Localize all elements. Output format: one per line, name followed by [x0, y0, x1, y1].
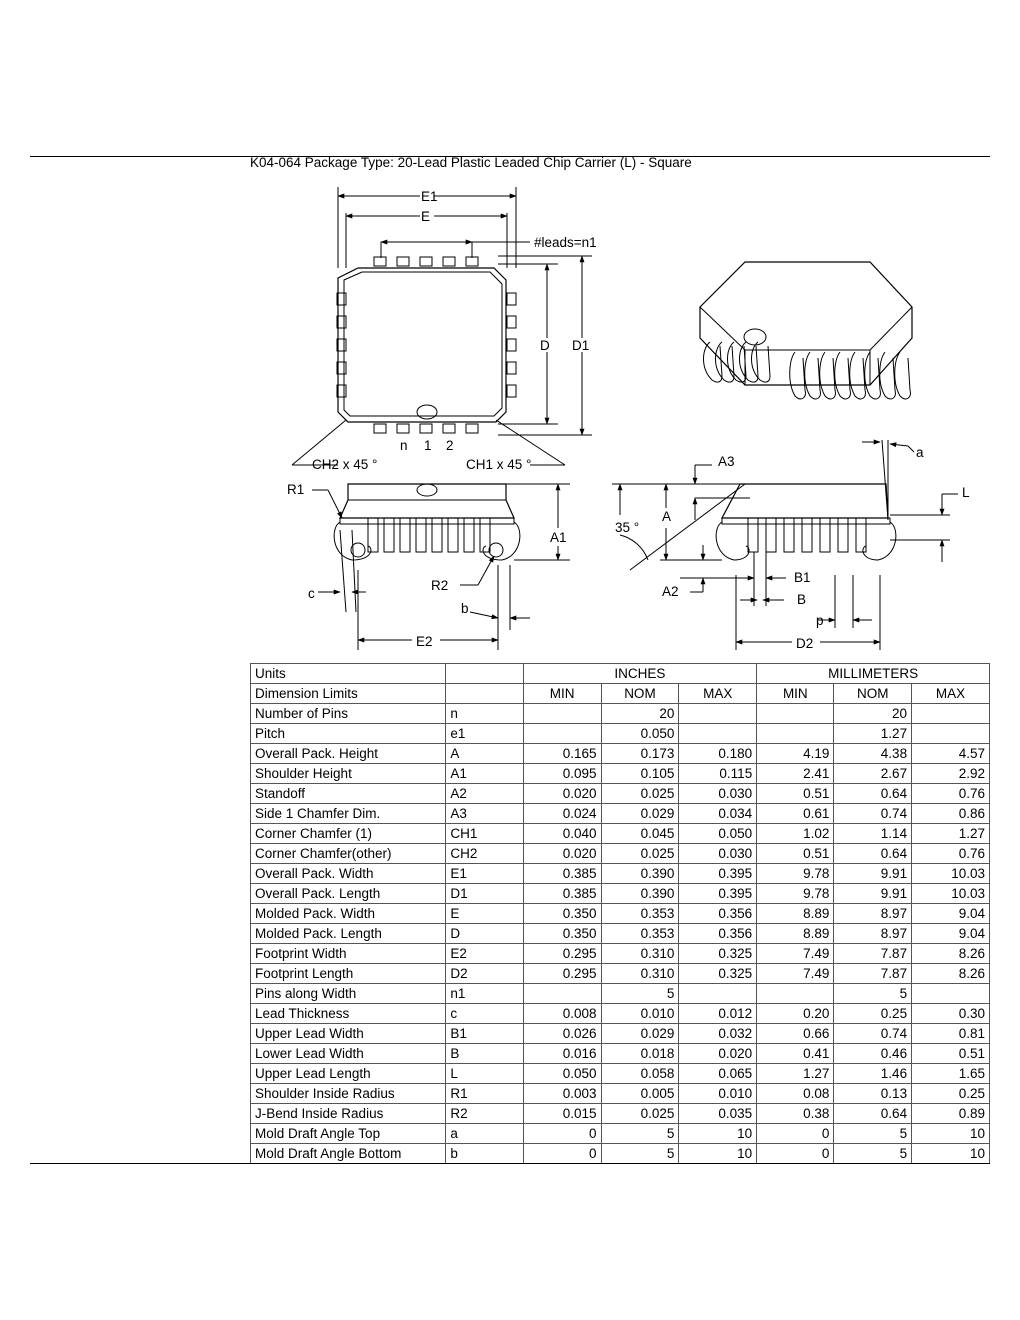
dimension-name: Pitch	[251, 724, 446, 744]
side-lead-right-1	[748, 518, 758, 552]
dimension-value	[523, 724, 601, 744]
iso-lead-front-8	[895, 352, 911, 399]
dimension-value	[912, 984, 990, 1004]
dimension-name: Footprint Length	[251, 964, 446, 984]
dimension-value: 0.020	[523, 784, 601, 804]
dimension-value: 0.46	[834, 1044, 912, 1064]
side-lead-right-6	[838, 518, 848, 552]
side-lead-left-3	[400, 518, 410, 552]
dimension-value: 0.38	[757, 1104, 834, 1124]
dimension-value: 0.040	[523, 824, 601, 844]
dimension-value: 0.81	[912, 1024, 990, 1044]
label-B: B	[797, 592, 807, 607]
dimension-symbol: B	[446, 1044, 523, 1064]
dimension-value: 0.165	[523, 744, 601, 764]
dimension-symbol: A3	[446, 804, 523, 824]
dimension-value: 0.015	[523, 1104, 601, 1124]
dimension-value: 1.27	[757, 1064, 834, 1084]
dimension-name: Shoulder Height	[251, 764, 446, 784]
label-pin2: 2	[446, 438, 454, 453]
dimension-value: 9.04	[912, 924, 990, 944]
table-row	[251, 804, 990, 824]
dimension-value: 8.26	[912, 944, 990, 964]
dimension-symbol: E1	[446, 864, 523, 884]
dimension-value	[912, 704, 990, 724]
dimension-value: 7.49	[757, 944, 834, 964]
table-row	[251, 864, 990, 884]
dimension-name: Upper Lead Length	[251, 1064, 446, 1084]
dimension-symbol: CH2	[446, 844, 523, 864]
top-pin-right-2	[507, 316, 516, 328]
dimension-table	[250, 663, 990, 1163]
dimension-value: 0.51	[912, 1044, 990, 1064]
limit-nom-in: NOM	[601, 684, 679, 704]
dimension-name: Pins along Width	[251, 984, 446, 1004]
dimension-symbol: D	[446, 924, 523, 944]
dimension-value: 0.385	[523, 864, 601, 884]
dimension-value: 5	[834, 984, 912, 1004]
dimension-symbol: b	[446, 1144, 523, 1164]
dimension-value: 0.050	[601, 724, 679, 744]
dimension-value: 0.350	[523, 924, 601, 944]
side-lead-left-7	[464, 518, 474, 552]
table-row	[251, 824, 990, 844]
limit-nom-mm: NOM	[834, 684, 912, 704]
dimension-name: Corner Chamfer(other)	[251, 844, 446, 864]
label-D: D	[540, 338, 550, 353]
dimension-value: 0.024	[523, 804, 601, 824]
dimension-value: 5	[601, 1144, 679, 1164]
side-lead-right-5	[820, 518, 830, 552]
dimension-value: 0.89	[912, 1104, 990, 1124]
units-label: Units	[251, 664, 446, 684]
dimension-value: 20	[834, 704, 912, 724]
limit-min-in: MIN	[523, 684, 601, 704]
side-lead-right-4	[802, 518, 812, 552]
label-E1: E1	[421, 189, 438, 204]
dimension-value: 0.295	[523, 944, 601, 964]
label-A: A	[662, 509, 672, 524]
dimension-value: 0.76	[912, 844, 990, 864]
top-pin-bottom-3	[420, 424, 432, 433]
dimension-value: 0.180	[679, 744, 757, 764]
dimension-value: 0.310	[601, 964, 679, 984]
limits-row	[251, 684, 990, 704]
dimension-symbol: E2	[446, 944, 523, 964]
dimension-value: 0.61	[757, 804, 834, 824]
dimension-name: J-Bend Inside Radius	[251, 1104, 446, 1124]
dimension-value: 10	[679, 1144, 757, 1164]
dimension-value: 0.353	[601, 904, 679, 924]
dimension-value: 9.91	[834, 884, 912, 904]
dimension-symbol: L	[446, 1064, 523, 1084]
dimension-value: 9.91	[834, 864, 912, 884]
table-row	[251, 1044, 990, 1064]
dimension-value: 0.08	[757, 1084, 834, 1104]
dimension-name: Molded Pack. Width	[251, 904, 446, 924]
dimension-value: 0.029	[601, 804, 679, 824]
top-pin-right-1	[507, 293, 516, 305]
dimension-value: 1.46	[834, 1064, 912, 1084]
dimension-name: Side 1 Chamfer Dim.	[251, 804, 446, 824]
dimension-value: 0.20	[757, 1004, 834, 1024]
dimension-value: 0.115	[679, 764, 757, 784]
dimension-value: 0.385	[523, 884, 601, 904]
dimension-value: 0.095	[523, 764, 601, 784]
table-row	[251, 1024, 990, 1044]
dimension-labels	[287, 189, 970, 651]
dimension-value: 0.035	[679, 1104, 757, 1124]
dimension-value	[757, 984, 834, 1004]
top-pin-bottom-4	[443, 424, 455, 433]
dimension-value: 0.66	[757, 1024, 834, 1044]
limits-blank	[446, 684, 523, 704]
dimension-value: 0.032	[679, 1024, 757, 1044]
dimension-value: 0.356	[679, 904, 757, 924]
dimension-name: Shoulder Inside Radius	[251, 1084, 446, 1104]
dimension-symbol: e1	[446, 724, 523, 744]
dimension-symbol: A1	[446, 764, 523, 784]
dimension-name: Molded Pack. Length	[251, 924, 446, 944]
dimension-value: 1.27	[912, 824, 990, 844]
dimension-value: 0.13	[834, 1084, 912, 1104]
limit-max-mm: MAX	[912, 684, 990, 704]
dimension-symbol: R1	[446, 1084, 523, 1104]
dimension-symbol: n1	[446, 984, 523, 1004]
dimension-value	[912, 724, 990, 744]
dimension-value: 0.395	[679, 864, 757, 884]
dimension-name: Lower Lead Width	[251, 1044, 446, 1064]
dimension-value: 5	[834, 1124, 912, 1144]
dimension-value: 5	[601, 1124, 679, 1144]
table-row	[251, 1104, 990, 1124]
top-pin-bottom-1	[374, 424, 386, 433]
dimension-value: 0.005	[601, 1084, 679, 1104]
inches-header: INCHES	[523, 664, 757, 684]
dimension-value: 1.65	[912, 1064, 990, 1084]
dimension-name: Overall Pack. Width	[251, 864, 446, 884]
dimension-value: 4.19	[757, 744, 834, 764]
dimension-value: 0	[523, 1124, 601, 1144]
dimension-value: 0.173	[601, 744, 679, 764]
dimension-value: 0.050	[679, 824, 757, 844]
dimension-value: 0.010	[679, 1084, 757, 1104]
top-pin-right-3	[507, 339, 516, 351]
table-row	[251, 904, 990, 924]
dimension-value: 10.03	[912, 884, 990, 904]
dimension-value: 1.14	[834, 824, 912, 844]
table-row	[251, 984, 990, 1004]
dimension-value: 4.38	[834, 744, 912, 764]
table-row	[251, 1004, 990, 1024]
dimension-value: 0.018	[601, 1044, 679, 1064]
dimension-value: 0.86	[912, 804, 990, 824]
dimension-value: 0.295	[523, 964, 601, 984]
table-row	[251, 764, 990, 784]
dimension-value: 10	[912, 1144, 990, 1164]
dimension-name: Overall Pack. Length	[251, 884, 446, 904]
dimension-value: 0.390	[601, 884, 679, 904]
dimension-value: 0.025	[601, 1104, 679, 1124]
label-leads: #leads=n1	[534, 235, 597, 250]
dimension-value: 0.105	[601, 764, 679, 784]
dimension-value: 0.310	[601, 944, 679, 964]
side-lead-left-5	[432, 518, 442, 552]
dimension-name: Footprint Width	[251, 944, 446, 964]
label-CH1: CH1 x 45 °	[466, 457, 532, 472]
side-view-right	[612, 440, 958, 650]
table-row	[251, 964, 990, 984]
dimension-symbol: a	[446, 1124, 523, 1144]
dimension-name: Corner Chamfer (1)	[251, 824, 446, 844]
dimension-value: 0.64	[834, 844, 912, 864]
dimension-value: 0.030	[679, 784, 757, 804]
dimension-value	[679, 724, 757, 744]
label-R1: R1	[287, 482, 305, 497]
label-a: a	[916, 445, 924, 460]
dimension-value	[679, 984, 757, 1004]
table-row	[251, 744, 990, 764]
top-pin-top-5	[466, 257, 478, 266]
dimension-value: 0.51	[757, 844, 834, 864]
label-R2: R2	[431, 578, 449, 593]
dimension-value: 0.016	[523, 1044, 601, 1064]
table-row	[251, 704, 990, 724]
iso-view	[700, 262, 912, 399]
dimension-value: 2.41	[757, 764, 834, 784]
table-row	[251, 1084, 990, 1104]
label-L: L	[962, 485, 970, 500]
dimension-value: 4.57	[912, 744, 990, 764]
dimension-value: 8.97	[834, 904, 912, 924]
dimension-value: 0.353	[601, 924, 679, 944]
dimension-value: 0.030	[679, 844, 757, 864]
label-E: E	[421, 209, 431, 224]
dimension-value: 20	[601, 704, 679, 724]
table-row	[251, 1124, 990, 1144]
limit-min-mm: MIN	[757, 684, 834, 704]
dimension-value: 7.87	[834, 964, 912, 984]
dimension-value: 1.02	[757, 824, 834, 844]
dimension-symbol: A	[446, 744, 523, 764]
dimension-value: 2.92	[912, 764, 990, 784]
dimension-value: 0	[757, 1124, 834, 1144]
dimension-value: 0.325	[679, 944, 757, 964]
dimension-value: 7.87	[834, 944, 912, 964]
dimension-value: 0.395	[679, 884, 757, 904]
top-pin-top-1	[374, 257, 386, 266]
page-title: K04-064 Package Type: 20-Lead Plastic Leaded Chip Carrier (L) - Square	[250, 155, 692, 170]
dimension-value: 0.058	[601, 1064, 679, 1084]
limit-max-in: MAX	[679, 684, 757, 704]
dimension-value: 0.25	[834, 1004, 912, 1024]
table-row	[251, 724, 990, 744]
label-D2: D2	[796, 636, 814, 651]
dimension-name: Standoff	[251, 784, 446, 804]
top-pin-bottom-2	[397, 424, 409, 433]
dimension-value: 0.025	[601, 784, 679, 804]
dimension-value: 0.045	[601, 824, 679, 844]
dimension-value: 5	[834, 1144, 912, 1164]
dimension-table-wrapper	[250, 663, 990, 1163]
dimension-value: 0.74	[834, 804, 912, 824]
side-lead-left-6	[448, 518, 458, 552]
top-view	[292, 187, 592, 465]
dimension-value: 10	[912, 1124, 990, 1144]
dimension-value: 2.67	[834, 764, 912, 784]
table-row	[251, 944, 990, 964]
dimension-value: 0	[523, 1144, 601, 1164]
dimension-value: 1.27	[834, 724, 912, 744]
side-lead-left-2	[384, 518, 394, 552]
dimension-value: 0.356	[679, 924, 757, 944]
dimension-value: 9.78	[757, 884, 834, 904]
dimension-value: 0.325	[679, 964, 757, 984]
label-D1: D1	[572, 338, 590, 353]
dimension-value: 0.74	[834, 1024, 912, 1044]
side-view-left	[312, 484, 570, 650]
table-row	[251, 784, 990, 804]
dimension-value	[679, 704, 757, 724]
dimension-name: Number of Pins	[251, 704, 446, 724]
dimension-value: 7.49	[757, 964, 834, 984]
dimension-value: 0.64	[834, 1104, 912, 1124]
table-row	[251, 924, 990, 944]
dimension-value: 0	[757, 1144, 834, 1164]
top-pin-top-3	[420, 257, 432, 266]
dimension-value: 10	[679, 1124, 757, 1144]
dimension-value	[523, 704, 601, 724]
dimension-value	[757, 704, 834, 724]
dimension-symbol: B1	[446, 1024, 523, 1044]
dimension-value: 8.89	[757, 924, 834, 944]
dimension-symbol: D2	[446, 964, 523, 984]
dimension-value: 8.97	[834, 924, 912, 944]
label-n: n	[400, 438, 408, 453]
side-lead-right-2	[766, 518, 776, 552]
dimension-value: 0.020	[523, 844, 601, 864]
side-lead-left-4	[416, 518, 426, 552]
table-row	[251, 884, 990, 904]
dimension-name: Mold Draft Angle Bottom	[251, 1144, 446, 1164]
dimension-value: 0.034	[679, 804, 757, 824]
top-pin-top-4	[443, 257, 455, 266]
bottom-rule	[30, 1163, 990, 1164]
dimension-value: 0.41	[757, 1044, 834, 1064]
limits-label: Dimension Limits	[251, 684, 446, 704]
dimension-value: 0.008	[523, 1004, 601, 1024]
dimension-value: 8.26	[912, 964, 990, 984]
dimension-value: 10.03	[912, 864, 990, 884]
dimension-value: 0.003	[523, 1084, 601, 1104]
dimension-value	[523, 984, 601, 1004]
label-E2: E2	[416, 634, 433, 649]
dimension-value: 0.029	[601, 1024, 679, 1044]
dimension-value: 0.76	[912, 784, 990, 804]
dimension-name: Overall Pack. Height	[251, 744, 446, 764]
units-row	[251, 664, 990, 684]
dimension-value: 9.04	[912, 904, 990, 924]
dimension-symbol: n	[446, 704, 523, 724]
dimension-value: 0.025	[601, 844, 679, 864]
dimension-value: 0.010	[601, 1004, 679, 1024]
top-pin-right-5	[507, 385, 516, 397]
dimension-value: 0.065	[679, 1064, 757, 1084]
label-35-deg: 35 °	[615, 520, 640, 535]
dimension-value: 0.026	[523, 1024, 601, 1044]
millimeters-header: MILLIMETERS	[757, 664, 990, 684]
side-lead-right-3	[784, 518, 794, 552]
dimension-value: 9.78	[757, 864, 834, 884]
dimension-value: 0.25	[912, 1084, 990, 1104]
table-row	[251, 844, 990, 864]
label-CH2: CH2 x 45 °	[312, 457, 378, 472]
dimension-name: Lead Thickness	[251, 1004, 446, 1024]
label-B1: B1	[794, 570, 811, 585]
dimension-value: 0.020	[679, 1044, 757, 1064]
dimension-symbol: R2	[446, 1104, 523, 1124]
dimension-value: 0.390	[601, 864, 679, 884]
dimension-value: 0.64	[834, 784, 912, 804]
dimension-value: 0.30	[912, 1004, 990, 1024]
dimension-value: 5	[601, 984, 679, 1004]
top-pin-top-2	[397, 257, 409, 266]
top-pin-bottom-5	[466, 424, 478, 433]
dimension-value: 0.51	[757, 784, 834, 804]
table-row	[251, 1064, 990, 1084]
dimension-symbol: E	[446, 904, 523, 924]
dimension-symbol: D1	[446, 884, 523, 904]
label-c: c	[308, 586, 315, 601]
dimension-name: Mold Draft Angle Top	[251, 1124, 446, 1144]
dimension-symbol: A2	[446, 784, 523, 804]
dimension-symbol: c	[446, 1004, 523, 1024]
label-pin1: 1	[424, 438, 432, 453]
dimension-value: 0.350	[523, 904, 601, 924]
dimension-value	[757, 724, 834, 744]
label-b: b	[461, 601, 469, 616]
dimension-value: 0.012	[679, 1004, 757, 1024]
dimension-value: 0.050	[523, 1064, 601, 1084]
dimension-symbol: CH1	[446, 824, 523, 844]
top-pin-right-4	[507, 362, 516, 374]
label-A1: A1	[550, 530, 567, 545]
label-p: p	[816, 613, 824, 628]
dimension-value: 8.89	[757, 904, 834, 924]
label-A2: A2	[662, 584, 679, 599]
dimension-name: Upper Lead Width	[251, 1024, 446, 1044]
label-A3: A3	[718, 454, 735, 469]
table-row	[251, 1144, 990, 1164]
units-blank	[446, 664, 523, 684]
